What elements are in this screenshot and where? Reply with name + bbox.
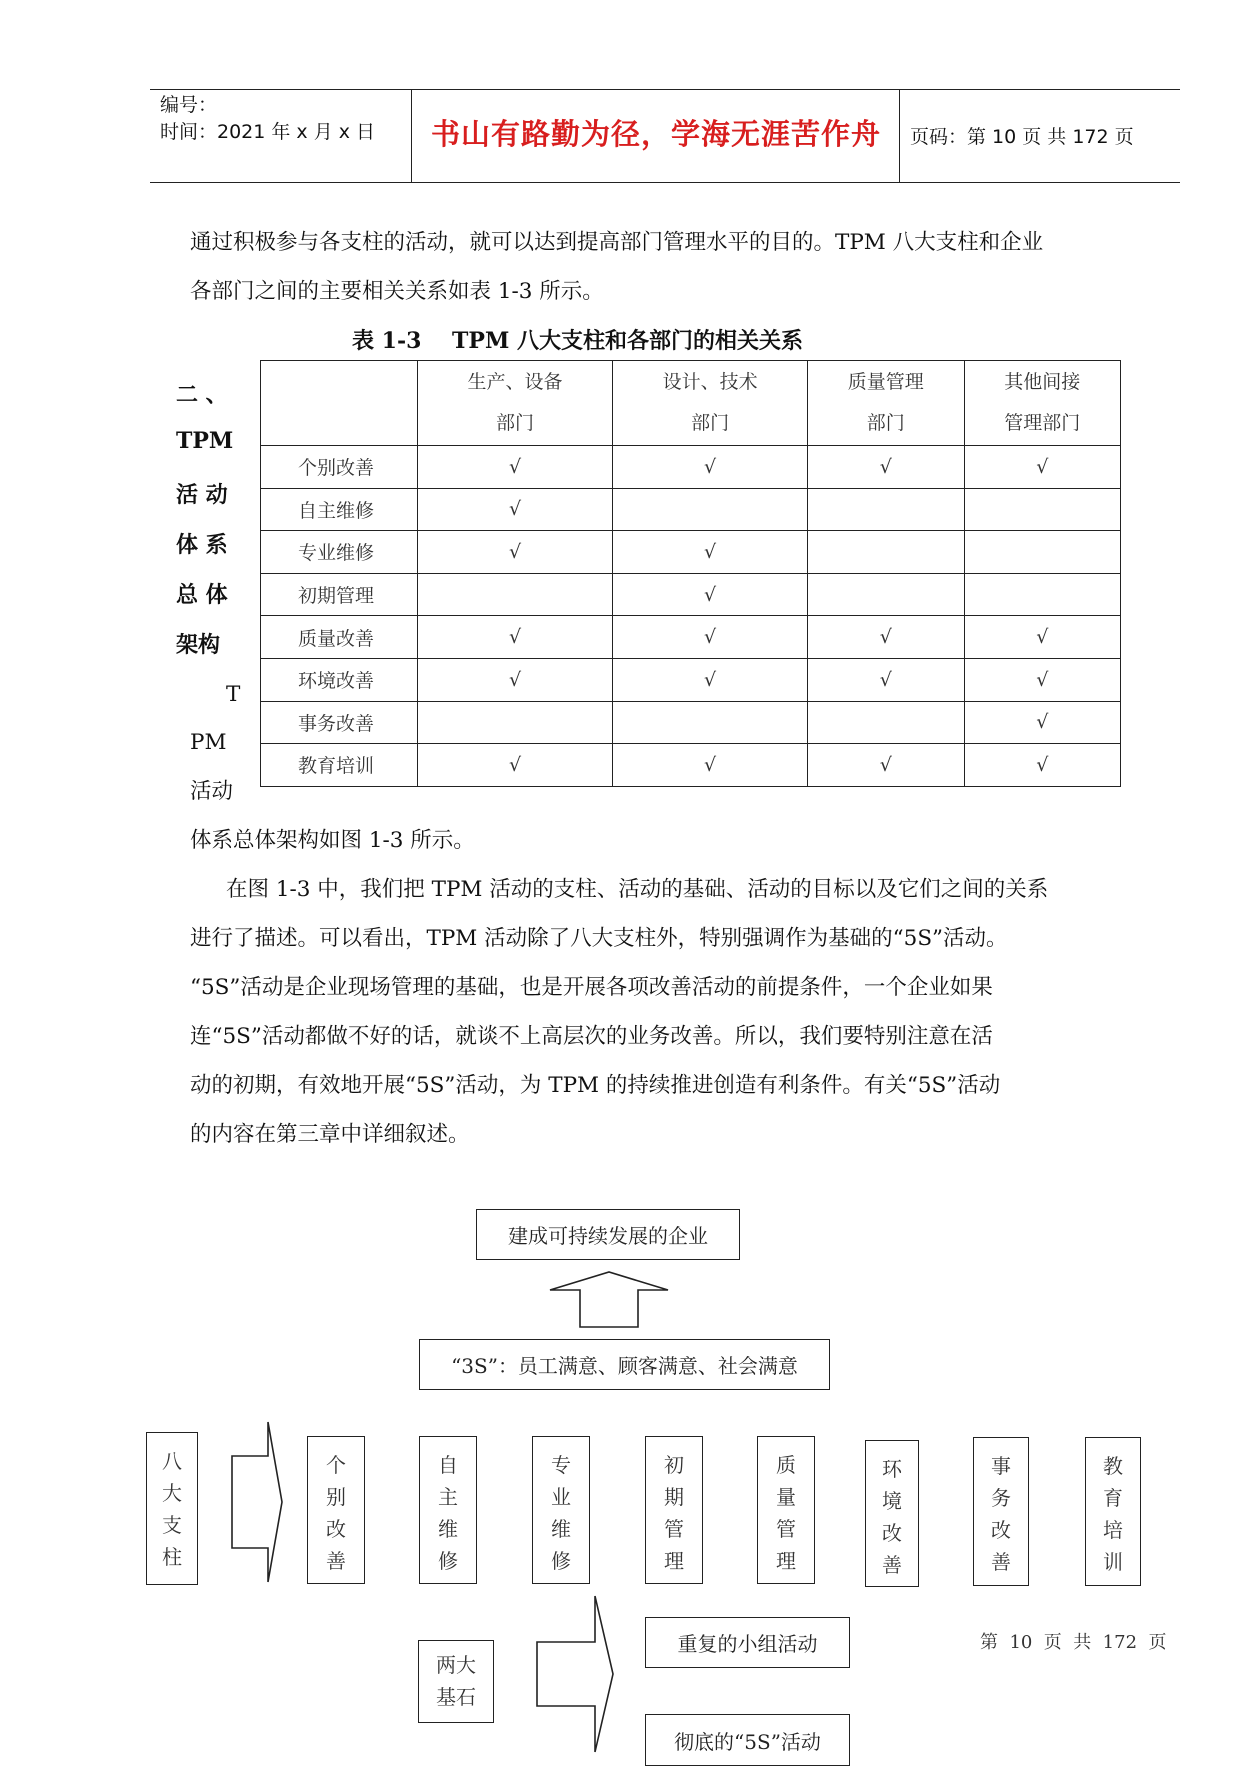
check-cell: √ bbox=[808, 446, 964, 489]
table-row bbox=[261, 616, 1121, 659]
check-cell bbox=[418, 573, 613, 616]
check-cell: √ bbox=[964, 744, 1120, 787]
table-corner-cell bbox=[261, 361, 418, 446]
check-cell: √ bbox=[613, 744, 808, 787]
header-motto: 书山有路勤为径，学海无涯苦作舟 bbox=[430, 117, 881, 151]
header-top-rule bbox=[150, 89, 1180, 90]
section-heading-6: 架构 bbox=[176, 632, 221, 658]
section-heading-2: TPM bbox=[176, 428, 234, 454]
header-bottom-rule bbox=[150, 182, 1180, 183]
side-text-huodong: 活动 bbox=[190, 779, 234, 804]
check-cell bbox=[808, 531, 964, 574]
table-col-header: 生产、设备 部门 bbox=[418, 361, 613, 446]
check-cell: √ bbox=[418, 488, 613, 531]
section-heading-4: 体 系 bbox=[176, 532, 228, 558]
pillar-box: 个 别 改 善 bbox=[307, 1436, 365, 1584]
pillar-box: 质 量 管 理 bbox=[757, 1436, 815, 1584]
check-cell bbox=[613, 701, 808, 744]
section-heading-5: 总 体 bbox=[176, 582, 228, 608]
table-col-header: 质量管理 部门 bbox=[808, 361, 964, 446]
check-cell: √ bbox=[613, 573, 808, 616]
check-cell: √ bbox=[964, 701, 1120, 744]
table-row bbox=[261, 573, 1121, 616]
up-arrow-icon bbox=[548, 1270, 670, 1330]
check-cell bbox=[808, 701, 964, 744]
check-cell: √ bbox=[613, 658, 808, 701]
intro-line-1: 通过积极参与各支柱的活动，就可以达到提高部门管理水平的目的。TPM 八大支柱和企业 bbox=[190, 230, 1044, 255]
section-heading-3: 活 动 bbox=[176, 482, 228, 508]
table-row bbox=[261, 531, 1121, 574]
section-heading-1: 二 、 bbox=[176, 382, 228, 408]
right-arrow-icon bbox=[232, 1420, 284, 1585]
cornerstones-label-box: 两大 基石 bbox=[418, 1640, 494, 1723]
intro-line-2: 各部门之间的主要相关关系如表 1-3 所示。 bbox=[190, 279, 604, 304]
table-caption: 表 1-3 TPM 八大支柱和各部门的相关关系 bbox=[352, 328, 803, 354]
pillar-box: 事 务 改 善 bbox=[973, 1437, 1029, 1586]
body-line-6: 的内容在第三章中详细叙述。 bbox=[190, 1122, 470, 1147]
pillar-box: 环 境 改 善 bbox=[865, 1440, 919, 1587]
cornerstone-box-2: 彻底的“5S”活动 bbox=[645, 1714, 850, 1766]
pillar-box: 初 期 管 理 bbox=[645, 1436, 703, 1584]
check-cell: √ bbox=[964, 658, 1120, 701]
pillar-box: 教 育 培 训 bbox=[1085, 1437, 1141, 1586]
table-row bbox=[261, 658, 1121, 701]
cornerstone-box-1: 重复的小组活动 bbox=[645, 1617, 850, 1668]
check-cell: √ bbox=[418, 531, 613, 574]
check-cell: √ bbox=[418, 744, 613, 787]
pillars-label-box: 八 大 支 柱 bbox=[146, 1432, 198, 1585]
body-line-5: 动的初期，有效地开展“5S”活动，为 TPM 的持续推进创造有利条件。有关“5S”活动 bbox=[190, 1073, 1001, 1098]
side-text-t: T bbox=[226, 682, 241, 707]
double-right-arrow-icon bbox=[535, 1594, 615, 1754]
header-info bbox=[160, 92, 375, 146]
body-line-4: 连“5S”活动都做不好的话，就谈不上高层次的业务改善。所以，我们要特别注意在活 bbox=[190, 1024, 993, 1049]
row-label: 个别改善 bbox=[261, 446, 418, 489]
check-cell bbox=[964, 573, 1120, 616]
check-cell: √ bbox=[808, 616, 964, 659]
row-label: 教育培训 bbox=[261, 744, 418, 787]
check-cell bbox=[808, 573, 964, 616]
table-col-header: 其他间接 管理部门 bbox=[964, 361, 1120, 446]
row-label: 自主维修 bbox=[261, 488, 418, 531]
check-cell: √ bbox=[418, 616, 613, 659]
row-label: 环境改善 bbox=[261, 658, 418, 701]
row-label: 专业维修 bbox=[261, 531, 418, 574]
header-number: 编号： bbox=[160, 94, 218, 116]
check-cell: √ bbox=[418, 446, 613, 489]
header-page-number: 页码：第 10 页 共 172 页 bbox=[910, 126, 1134, 148]
body-line-1: 在图 1-3 中，我们把 TPM 活动的支柱、活动的基础、活动的目标以及它们之间的关系 bbox=[226, 877, 1049, 902]
relation-table bbox=[260, 360, 1121, 787]
row-label: 质量改善 bbox=[261, 616, 418, 659]
table-col-header: 设计、技术 部门 bbox=[613, 361, 808, 446]
table-row bbox=[261, 488, 1121, 531]
row-label: 初期管理 bbox=[261, 573, 418, 616]
table-row bbox=[261, 446, 1121, 489]
check-cell: √ bbox=[808, 744, 964, 787]
check-cell: √ bbox=[613, 531, 808, 574]
satisfaction-box: “3S”：员工满意、顾客满意、社会满意 bbox=[419, 1339, 830, 1390]
table-row bbox=[261, 701, 1121, 744]
pillar-box: 专 业 维 修 bbox=[532, 1436, 590, 1584]
body-line-0: 体系总体架构如图 1-3 所示。 bbox=[190, 828, 475, 853]
header-time: 时间：2021 年 x 月 x 日 bbox=[160, 121, 376, 143]
goal-box: 建成可持续发展的企业 bbox=[476, 1209, 740, 1260]
check-cell: √ bbox=[613, 446, 808, 489]
check-cell bbox=[808, 488, 964, 531]
check-cell bbox=[613, 488, 808, 531]
page-footer: 第 10 页 共 172 页 bbox=[980, 1632, 1167, 1653]
side-text-pm: PM bbox=[190, 730, 227, 755]
table-row bbox=[261, 744, 1121, 787]
pillar-box: 自 主 维 修 bbox=[419, 1436, 477, 1584]
check-cell: √ bbox=[418, 658, 613, 701]
check-cell bbox=[964, 488, 1120, 531]
check-cell bbox=[964, 531, 1120, 574]
check-cell bbox=[418, 701, 613, 744]
check-cell: √ bbox=[808, 658, 964, 701]
row-label: 事务改善 bbox=[261, 701, 418, 744]
body-line-2: 进行了描述。可以看出，TPM 活动除了八大支柱外，特别强调作为基础的“5S”活动。 bbox=[190, 926, 1008, 951]
check-cell: √ bbox=[964, 616, 1120, 659]
body-line-3: “5S”活动是企业现场管理的基础，也是开展各项改善活动的前提条件，一个企业如果 bbox=[190, 975, 993, 1000]
check-cell: √ bbox=[613, 616, 808, 659]
table-header-row bbox=[261, 361, 1121, 446]
check-cell: √ bbox=[964, 446, 1120, 489]
